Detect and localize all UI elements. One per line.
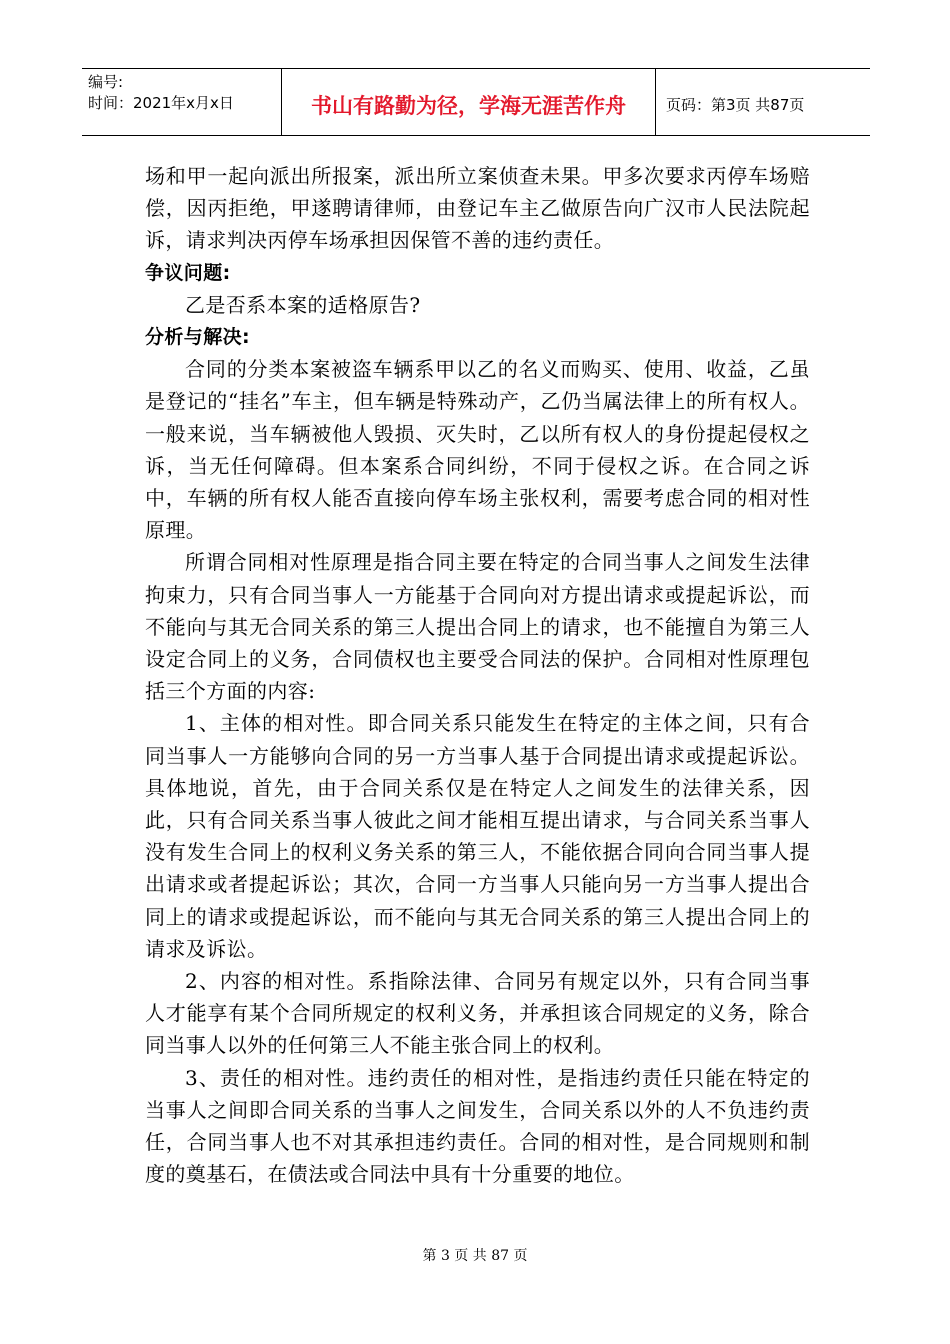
paragraph-content-relativity: 2、内容的相对性。系指除法律、合同另有规定以外，只有合同当事人才能享有某个合同所规定的权利义务，并承担该合同规定的义务，除合同当事人以外的任何第三人不能主张合同上的权利。 — [145, 969, 810, 1058]
header-date-label: 时间：2021年x月x日 — [88, 94, 234, 112]
header-page-info: 页码：第3页 共87页 — [666, 95, 805, 114]
paragraph-liability-relativity: 3、责任的相对性。违约责任的相对性，是指违约责任只能在特定的当事人之间即合同关系的当事人之间发生，合同关系以外的人不负违约责任，合同当事人也不对其承担违约责任。合同的相对性，是合同规则和制度的奠基石，在债法或合同法中具有十分重要的地位。 — [145, 1065, 810, 1187]
paragraph-case-facts: 场和甲一起向派出所报案，派出所立案侦查未果。甲多次要求丙停车场赔偿，因丙拒绝，甲遂聘请律师，由登记车主乙做原告向广汉市人民法院起诉，请求判决丙停车场承担因保管不善的违约责任。 — [145, 164, 810, 253]
header-motto-cell — [282, 69, 656, 135]
header-motto: 书山有路勤为径，学海无涯苦作舟 — [311, 94, 626, 118]
heading-dispute: 争议问题: — [145, 261, 231, 284]
page-footer: 第 3 页 共 87 页 — [422, 1248, 528, 1264]
header-number-label: 编号: — [88, 73, 124, 91]
document-body — [145, 160, 810, 1191]
heading-analysis: 分析与解决: — [145, 326, 250, 349]
header-meta — [82, 69, 282, 135]
paragraph-subject-relativity: 1、主体的相对性。即合同关系只能发生在特定的主体之间，只有合同当事人一方能够向合同的另一方当事人基于合同提出请求或提起诉讼。具体地说，首先，由于合同关系仅是在特定人之间发生的法律关系，因此，只有合同关系当事人彼此之间才能相互提出请求，与合同关系当事人没有发生合同上的权利义务关系的第三人，不能依据合同向合同当事人提出请求或者提起诉讼；其次，合同一方当事人只能向另一方当事人提出合同上的请求或提起诉讼，而不能向与其无合同关系的第三人提出合同上的请求及诉讼。 — [145, 711, 810, 961]
paragraph-relativity-principle: 所谓合同相对性原理是指合同主要在特定的合同当事人之间发生法律拘束力，只有合同当事人一方能基于合同向对方提出请求或提起诉讼，而不能向与其无合同关系的第三人提出合同上的请求，也不能擅自为第三人设定合同上的义务，合同债权也主要受合同法的保护。合同相对性原理包括三个方面的内容: — [145, 550, 810, 704]
page-header — [82, 68, 870, 136]
paragraph-dispute-question: 乙是否系本案的适格原告? — [185, 292, 421, 317]
paragraph-analysis-ownership: 合同的分类本案被盗车辆系甲以乙的名义而购买、使用、收益，乙虽是登记的“挂名”车主，但车辆是特殊动产，乙仍当属法律上的所有权人。一般来说，当车辆被他人毁损、灭失时，乙以所有权人的身份提起侵权之诉，当无任何障碍。但本案系合同纠纷，不同于侵权之诉。在合同之诉中，车辆的所有权人能否直接向停车场主张权利，需要考虑合同的相对性原理。 — [145, 357, 810, 543]
